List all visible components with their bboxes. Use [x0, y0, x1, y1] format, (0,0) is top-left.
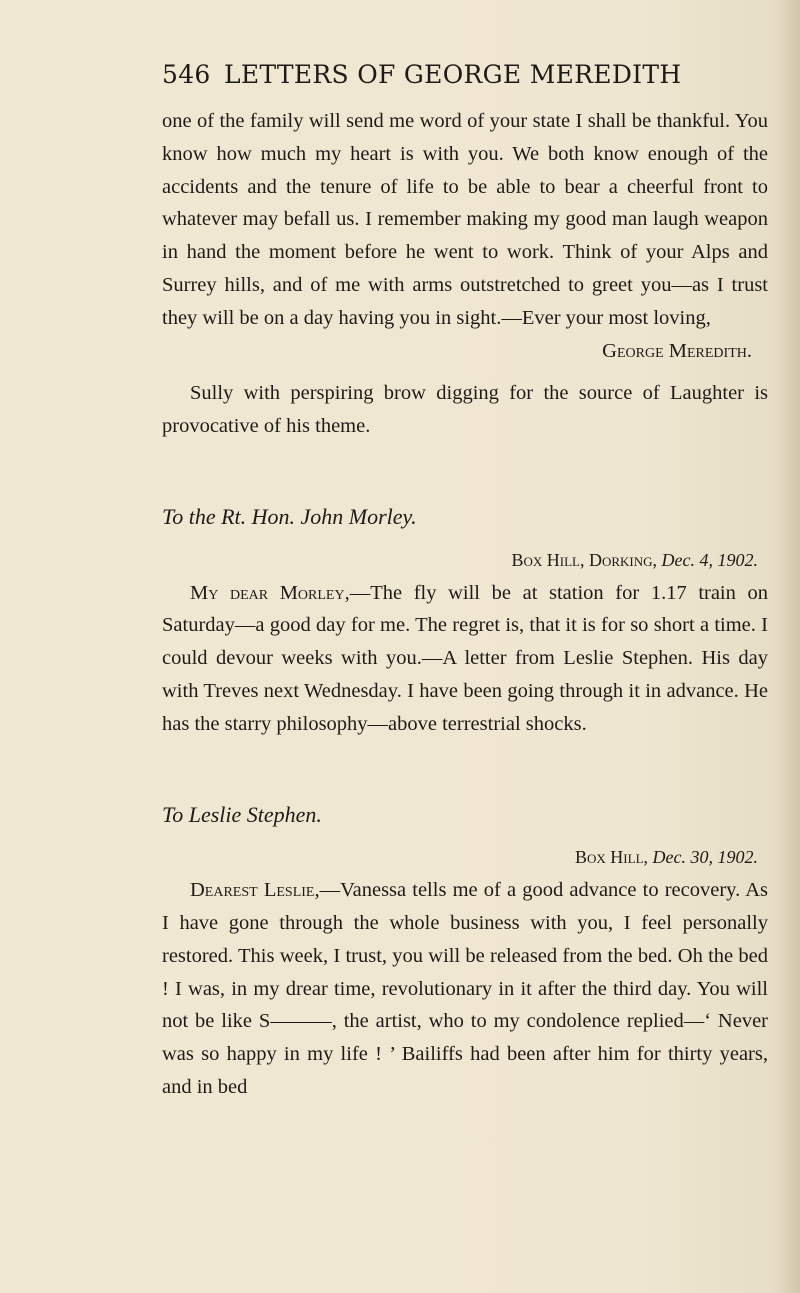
letter3-body: —Vanessa tells me of a good advance to recovery. As I have gone through the whole business with you, I feel personally restored. This week, I trust, you will be released from the bed. Oh the bed ! I was, in my drear time, revolutionary in it after the third day. You will not be like S———, the artist, who to my condolence replied—‘ Never was so happy in my life ! ’ Bailiffs had been after him for thirty years, and in bed — [162, 879, 768, 1098]
letter3-place: Box Hill, — [575, 847, 653, 868]
letter3-paragraph — [162, 874, 768, 1104]
page-number: 546 — [162, 60, 211, 89]
letter2-paragraph — [162, 577, 768, 741]
letter1-signature: George Meredith. — [602, 339, 752, 362]
letter1-body: one of the family will send me word of your state I shall be thankful. You know how much my heart is with you. We both know enough of the accidents and the tenure of life to be able to bear a cheerful front to whatever may befall us. I remember making my good man laugh weapon in hand the moment before he went to work. Think of your Alps and Surrey hills, and of me with arms outstretched to greet you—as I trust they will be on a day having you in sight.—Ever your most loving, — [162, 110, 768, 329]
letter2-salutation: My dear Morley, — [190, 581, 350, 604]
page-text — [162, 105, 768, 1104]
letter2-place: Box Hill, Dorking, — [511, 549, 662, 570]
letter3-address: To Leslie Stephen. — [162, 801, 322, 827]
letter2-dateline — [162, 544, 768, 577]
letter2-date: Dec. 4, 1902. — [661, 549, 758, 570]
running-title: LETTERS OF GEORGE MEREDITH — [224, 60, 682, 89]
letter3-date: Dec. 30, 1902. — [652, 847, 758, 868]
page-edge-shadow — [774, 0, 800, 1293]
running-head — [162, 60, 762, 89]
editorial-note: Sully with perspiring brow digging for the source of Laughter is provocative of his theme. — [162, 382, 768, 438]
letter3-salutation: Dearest Leslie, — [190, 879, 320, 902]
letter2-body: —The fly will be at station for 1.17 train on Saturday—a good day for me. The regret is, that it is for so short a time. I could devour weeks with you.—A letter from Leslie Stephen. His day with Treves next Wednesday. I have been going through it in advance. He has the starry philosophy—above terrestrial shocks. — [162, 581, 769, 735]
letter2-address: To the Rt. Hon. John Morley. — [162, 503, 417, 529]
letter3-dateline — [162, 841, 768, 874]
